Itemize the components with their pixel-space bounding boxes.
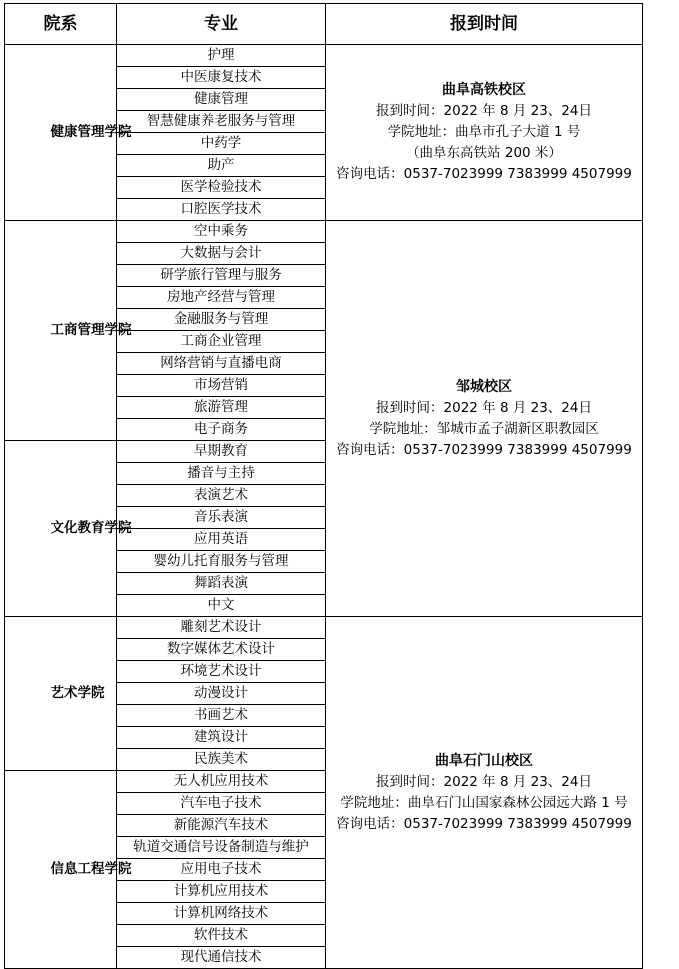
dept-cell <box>5 617 117 771</box>
campus-cell <box>326 617 643 969</box>
major-cell: 现代通信技术 <box>117 947 326 969</box>
major-cell: 大数据与会计 <box>117 243 326 265</box>
dept-name: 健康管理学院 <box>50 124 132 140</box>
major-cell: 市场营销 <box>117 375 326 397</box>
major-cell: 汽车电子技术 <box>117 793 326 815</box>
major-cell: 建筑设计 <box>117 727 326 749</box>
major-cell: 数字媒体艺术设计 <box>117 639 326 661</box>
header-dept: 院系 <box>5 4 117 45</box>
major-cell: 书画艺术 <box>117 705 326 727</box>
campus-info-line: 报到时间：2022 年 8 月 23、24日 <box>376 399 592 416</box>
major-cell: 婴幼儿托育服务与管理 <box>117 551 326 573</box>
major-cell: 应用电子技术 <box>117 859 326 881</box>
major-cell: 软件技术 <box>117 925 326 947</box>
major-cell: 计算机网络技术 <box>117 903 326 925</box>
campus-name: 曲阜高铁校区 <box>442 82 526 98</box>
dept-name: 文化教育学院 <box>50 520 132 536</box>
major-cell: 民族美术 <box>117 749 326 771</box>
dept-cell <box>5 45 132 221</box>
dept-cell <box>5 441 132 617</box>
major-cell: 中药学 <box>117 133 326 155</box>
major-cell: 环境艺术设计 <box>117 661 326 683</box>
major-cell: 房地产经营与管理 <box>117 287 326 309</box>
major-cell: 早期教育 <box>117 441 326 463</box>
major-cell: 轨道交通信号设备制造与维护 <box>117 837 326 859</box>
major-cell: 表演艺术 <box>117 485 326 507</box>
major-cell: 旅游管理 <box>117 397 326 419</box>
major-cell: 健康管理 <box>117 89 326 111</box>
table-row <box>5 617 643 639</box>
major-cell: 金融服务与管理 <box>117 309 326 331</box>
header-time: 报到时间 <box>326 4 643 45</box>
table-row <box>5 221 643 243</box>
campus-info-line: （曲阜东高铁站 200 米） <box>406 145 562 161</box>
dept-cell <box>5 771 132 969</box>
major-cell: 研学旅行管理与服务 <box>117 265 326 287</box>
header-row <box>5 4 643 45</box>
major-cell: 播音与主持 <box>117 463 326 485</box>
major-cell: 网络营销与直播电商 <box>117 353 326 375</box>
major-cell: 空中乘务 <box>117 221 326 243</box>
major-cell: 中文 <box>117 595 326 617</box>
major-cell: 应用英语 <box>117 529 326 551</box>
campus-info-line: 报到时间：2022 年 8 月 23、24日 <box>376 773 592 790</box>
dept-name: 艺术学院 <box>50 685 105 701</box>
major-cell: 计算机应用技术 <box>117 881 326 903</box>
major-cell: 工商企业管理 <box>117 331 326 353</box>
registration-table <box>4 3 643 969</box>
campus-info-line: 学院地址：曲阜石门山国家森林公园远大路 1 号 <box>340 794 628 811</box>
dept-name: 工商管理学院 <box>50 322 132 338</box>
major-cell: 口腔医学技术 <box>117 199 326 221</box>
campus-info-line: 学院地址：邹城市孟子湖新区职教园区 <box>369 420 599 437</box>
campus-info-line: 学院地址：曲阜市孔子大道 1 号 <box>387 124 581 140</box>
campus-info-line: 报到时间：2022 年 8 月 23、24日 <box>376 103 592 119</box>
major-cell: 新能源汽车技术 <box>117 815 326 837</box>
major-cell: 医学检验技术 <box>117 177 326 199</box>
major-cell: 动漫设计 <box>117 683 326 705</box>
table-body <box>5 45 643 969</box>
campus-info-line: 咨询电话：0537-7023999 7383999 4507999 <box>336 441 632 458</box>
major-cell: 音乐表演 <box>117 507 326 529</box>
major-cell: 护理 <box>117 45 326 67</box>
major-cell: 舞蹈表演 <box>117 573 326 595</box>
header-major: 专业 <box>117 4 326 45</box>
campus-info-line: 咨询电话：0537-7023999 7383999 4507999 <box>336 166 632 182</box>
major-cell: 智慧健康养老服务与管理 <box>117 111 326 133</box>
dept-cell <box>5 221 132 441</box>
major-cell: 助产 <box>117 155 326 177</box>
major-cell: 中医康复技术 <box>117 67 326 89</box>
campus-info-line: 咨询电话：0537-7023999 7383999 4507999 <box>336 815 632 832</box>
campus-name: 曲阜石门山校区 <box>435 752 533 769</box>
campus-cell <box>326 221 643 617</box>
major-cell: 无人机应用技术 <box>117 771 326 793</box>
major-cell: 雕刻艺术设计 <box>117 617 326 639</box>
dept-name: 信息工程学院 <box>50 861 132 877</box>
table-row <box>5 45 643 67</box>
campus-cell <box>326 45 643 221</box>
campus-name: 邹城校区 <box>456 378 512 395</box>
major-cell: 电子商务 <box>117 419 326 441</box>
